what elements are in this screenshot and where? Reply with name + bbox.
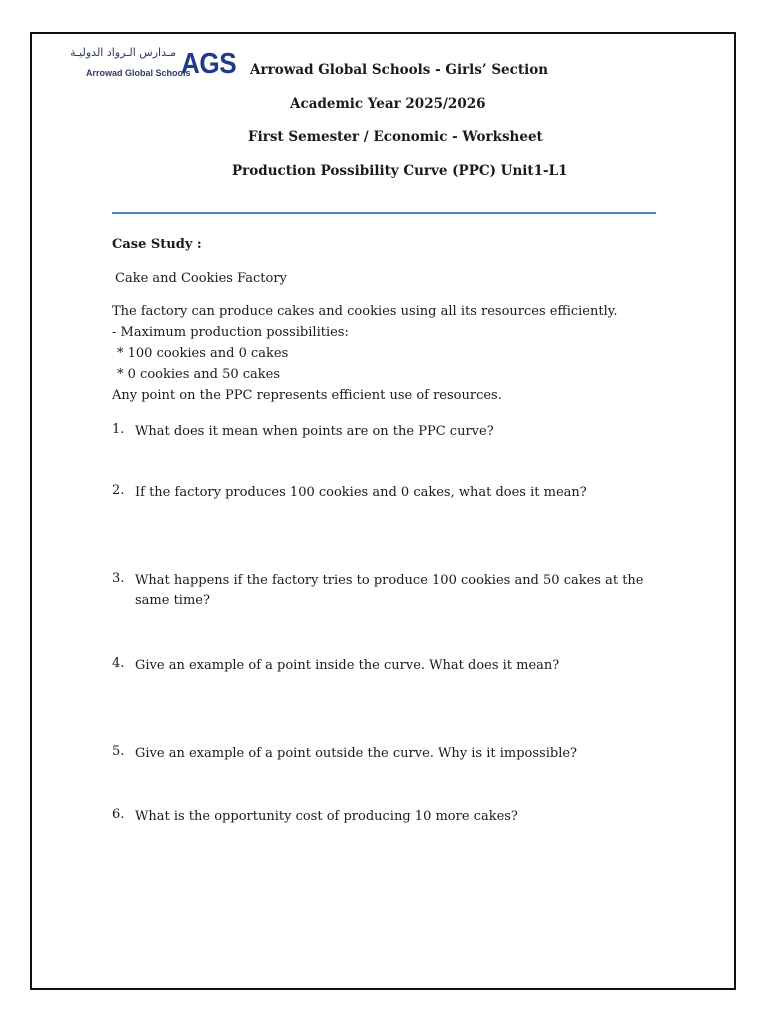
- logo-arabic-text: مـدارس الـرواد الدوليـة: [70, 46, 176, 59]
- question-number: 6.: [112, 807, 125, 822]
- question-text: If the factory produces 100 cookies and 0 cakes, what does it mean?: [135, 485, 587, 500]
- question-text: What is the opportunity cost of producing 10 more cakes?: [135, 809, 518, 824]
- question-number: 4.: [112, 656, 125, 671]
- worksheet-topic: Production Possibility Curve (PPC) Unit1-L1: [232, 163, 568, 179]
- case-title: Cake and Cookies Factory: [115, 271, 287, 286]
- semester-title: First Semester / Economic - Worksheet: [248, 129, 543, 145]
- header-divider: [112, 212, 656, 214]
- case-option-2: * 0 cookies and 50 cakes: [117, 367, 281, 382]
- case-study-heading: Case Study :: [112, 237, 202, 252]
- logo-mark: AGS: [181, 48, 237, 80]
- logo-english-text: Arrowad Global Schools: [86, 68, 191, 78]
- school-name: Arrowad Global Schools - Girls’ Section: [250, 62, 549, 78]
- question-text: What happens if the factory tries to produce 100 cookies and 50 cakes at the same time?: [135, 573, 644, 608]
- question-text: Give an example of a point outside the curve. Why is it impossible?: [135, 746, 578, 761]
- question-number: 2.: [112, 483, 125, 498]
- question-text: Give an example of a point inside the curve. What does it mean?: [135, 658, 560, 673]
- case-max-label: - Maximum production possibilities:: [112, 325, 349, 340]
- case-intro: The factory can produce cakes and cookies using all its resources efficiently.: [112, 304, 618, 319]
- academic-year: Academic Year 2025/2026: [290, 96, 486, 112]
- case-note: Any point on the PPC represents efficient use of resources.: [112, 388, 502, 403]
- question-number: 5.: [112, 744, 125, 759]
- school-logo: [70, 46, 237, 86]
- question-number: 1.: [112, 422, 125, 437]
- case-option-1: * 100 cookies and 0 cakes: [117, 346, 289, 361]
- question-number: 3.: [112, 571, 125, 586]
- question-text: What does it mean when points are on the PPC curve?: [135, 424, 494, 439]
